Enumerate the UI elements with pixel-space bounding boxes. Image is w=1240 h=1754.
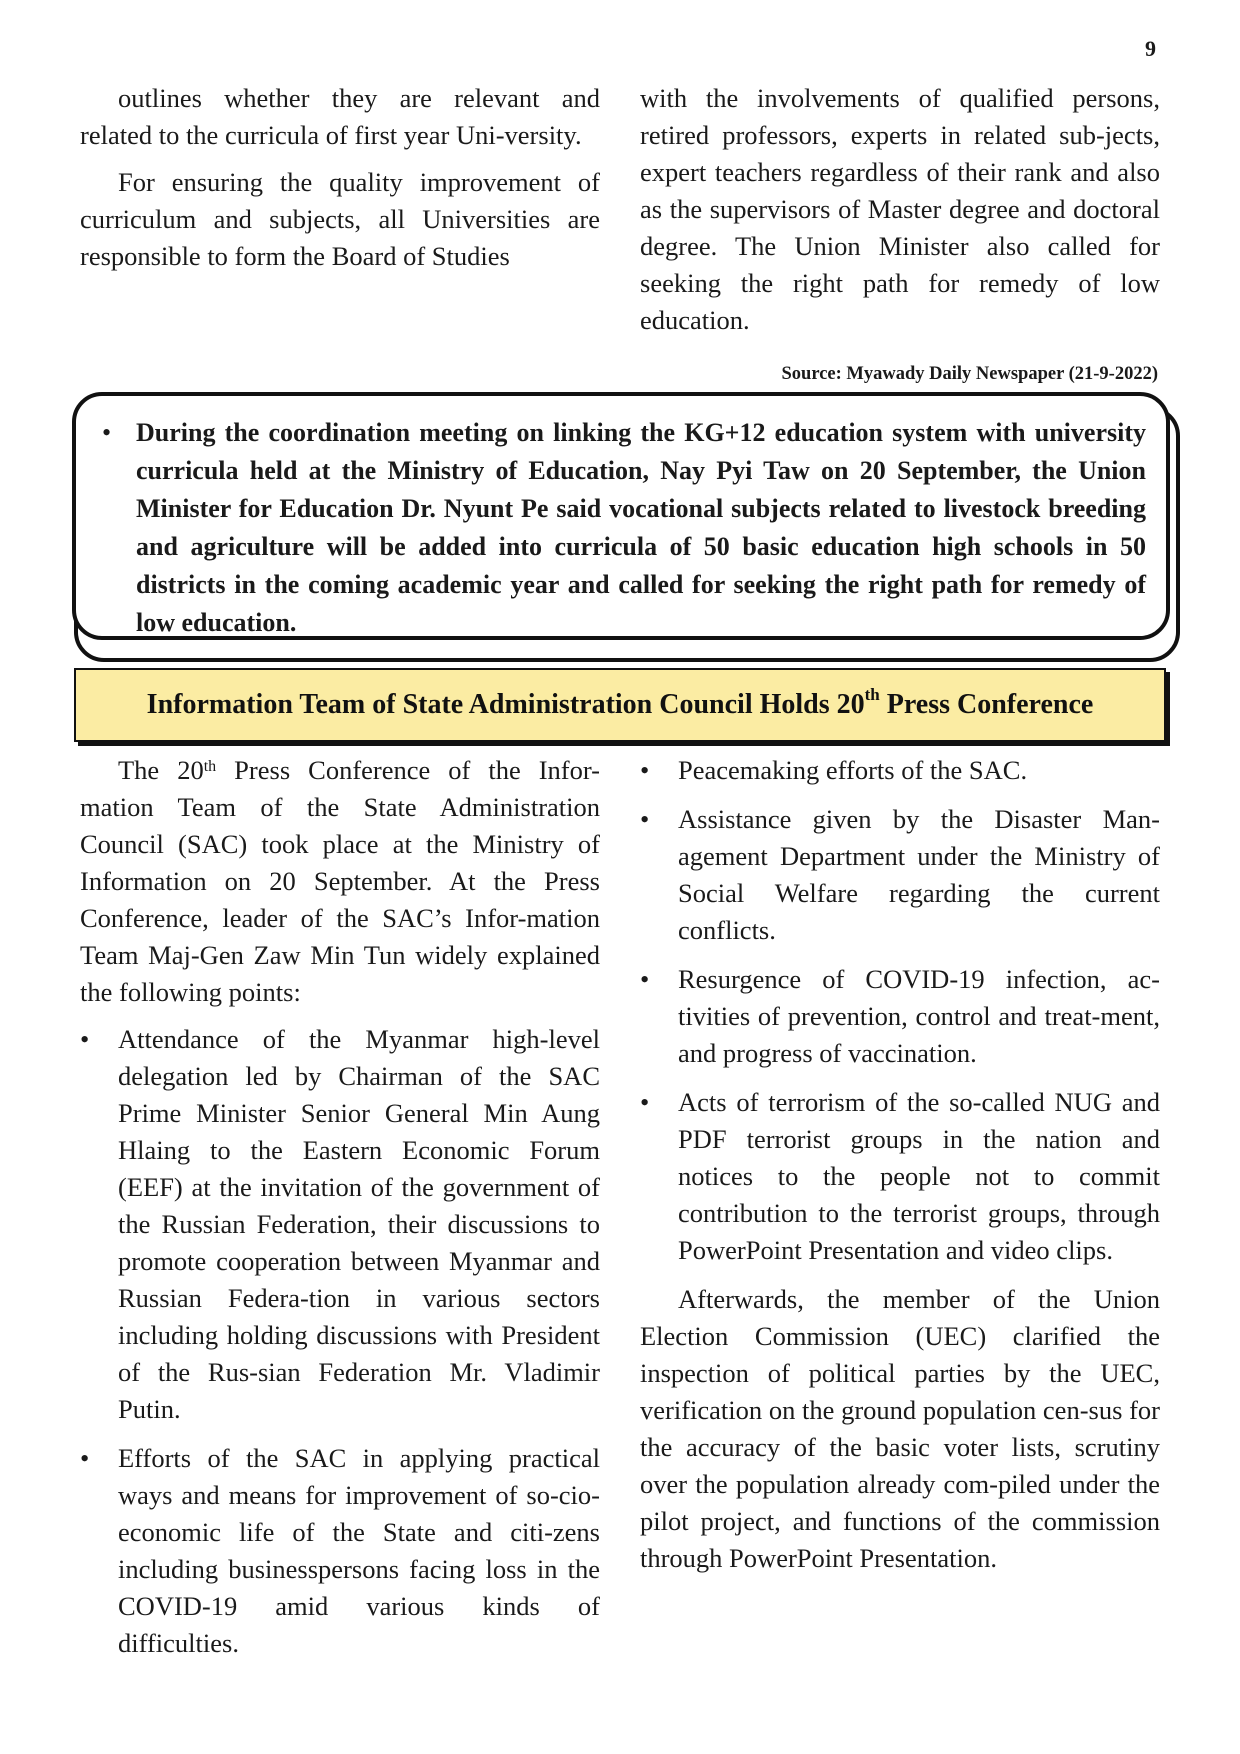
callout-item	[102, 414, 1146, 642]
list-item-text: Acts of terrorism of the so-called NUG and PDF terrorist groups in the nation and notices to the people not to commit contribution to the terrorist groups, through PowerPoint Presentation and video clips.	[678, 1087, 1160, 1265]
heading-sup: th	[864, 685, 880, 704]
paragraph: For ensuring the quality improvement of curriculum and subjects, all Universities are responsible to form the Board of Studies	[80, 167, 600, 271]
source-citation: Source: Myawady Daily Newspaper (21-9-2022)	[781, 364, 1158, 384]
list-item	[80, 1440, 600, 1662]
intro-text-rest: Press Conference of the Infor-mation Team of the State Administration Council (SAC) took place at the Ministry of Information on 20 September. At the Press Conference, leader of the SAC’s Infor-mation Team Maj-Gen Zaw Min Tun widely explained the following points:	[80, 755, 601, 1007]
bullet-icon: •	[640, 964, 650, 994]
paragraph: with the involvements of qualified persons, retired professors, experts in related sub-jects, expert teachers regardless of their rank and also as the supervisors of Master degree and doctoral degree. The Union Minister also called for seeking the right path for remedy of low education.	[640, 83, 1160, 335]
bullet-icon: •	[640, 1087, 650, 1117]
bullet-icon: •	[80, 1024, 90, 1054]
bullet-icon: •	[640, 755, 650, 785]
closing-paragraph: Afterwards, the member of the Union Election Commission (UEC) clarified the inspection of political parties by the UEC, verification on the ground population cen-sus for the accuracy of the basic voter lists, scrutiny over the population already com-piled under the pilot project, and functions of the commission through PowerPoint Presentation.	[640, 1284, 1160, 1573]
list-item	[640, 752, 1160, 789]
list-item-text: Peacemaking efforts of the SAC.	[678, 755, 1028, 785]
intro-paragraph	[80, 752, 600, 1011]
top-left-column	[80, 80, 600, 285]
list-item	[640, 961, 1160, 1072]
bottom-right-column	[640, 752, 1160, 1587]
list-item	[640, 1084, 1160, 1269]
bottom-left-column	[80, 752, 600, 1674]
bullet-icon: •	[102, 418, 112, 447]
section-heading	[74, 668, 1166, 742]
heading-text: Information Team of State Administration Council Holds 20	[146, 689, 865, 720]
heading-text-end: Press Conference	[879, 689, 1094, 720]
list-item-text: Resurgence of COVID-19 infection, ac-tivities of prevention, control and treat-ment, and progress of vaccination.	[678, 964, 1160, 1068]
page-number: 9	[1145, 36, 1156, 61]
callout-text: During the coordination meeting on linking the KG+12 education system with university curricula held at the Ministry of Education, Nay Pyi Taw on 20 September, the Union Minister for Education Dr. Nyunt Pe said vocational subjects related to livestock breeding and agriculture will be added into curricula of 50 basic education high schools in 50 districts in the coming academic year and called for seeking the right path for remedy of low education.	[136, 418, 1146, 637]
bullet-icon: •	[640, 804, 650, 834]
intro-text: The 20	[118, 755, 204, 785]
list-item-text: Attendance of the Myanmar high-level delegation led by Chairman of the SAC Prime Minister Senior General Min Aung Hlaing to the Eastern Economic Forum (EEF) at the invitation of the government of the Russian Federation, their discussions to promote cooperation between Myanmar and Russian Federa-tion in various sectors including holding discussions with President of the Rus-sian Federation Mr. Vladimir Putin.	[118, 1024, 600, 1424]
paragraph: outlines whether they are relevant and related to the curricula of first year Uni-versity.	[80, 83, 600, 150]
callout-box	[72, 392, 1170, 640]
intro-sup: th	[203, 758, 217, 775]
list-item	[640, 801, 1160, 949]
bullet-icon: •	[80, 1443, 90, 1473]
list-item-text: Assistance given by the Disaster Man-agement Department under the Ministry of Social Welfare regarding the current conflicts.	[678, 804, 1160, 945]
top-right-column	[640, 80, 1160, 349]
list-item	[80, 1021, 600, 1428]
list-item-text: Efforts of the SAC in applying practical ways and means for improvement of so-cio-economic life of the State and citi-zens including businesspersons facing loss in the COVID-19 amid various kinds of difficulties.	[118, 1443, 600, 1658]
